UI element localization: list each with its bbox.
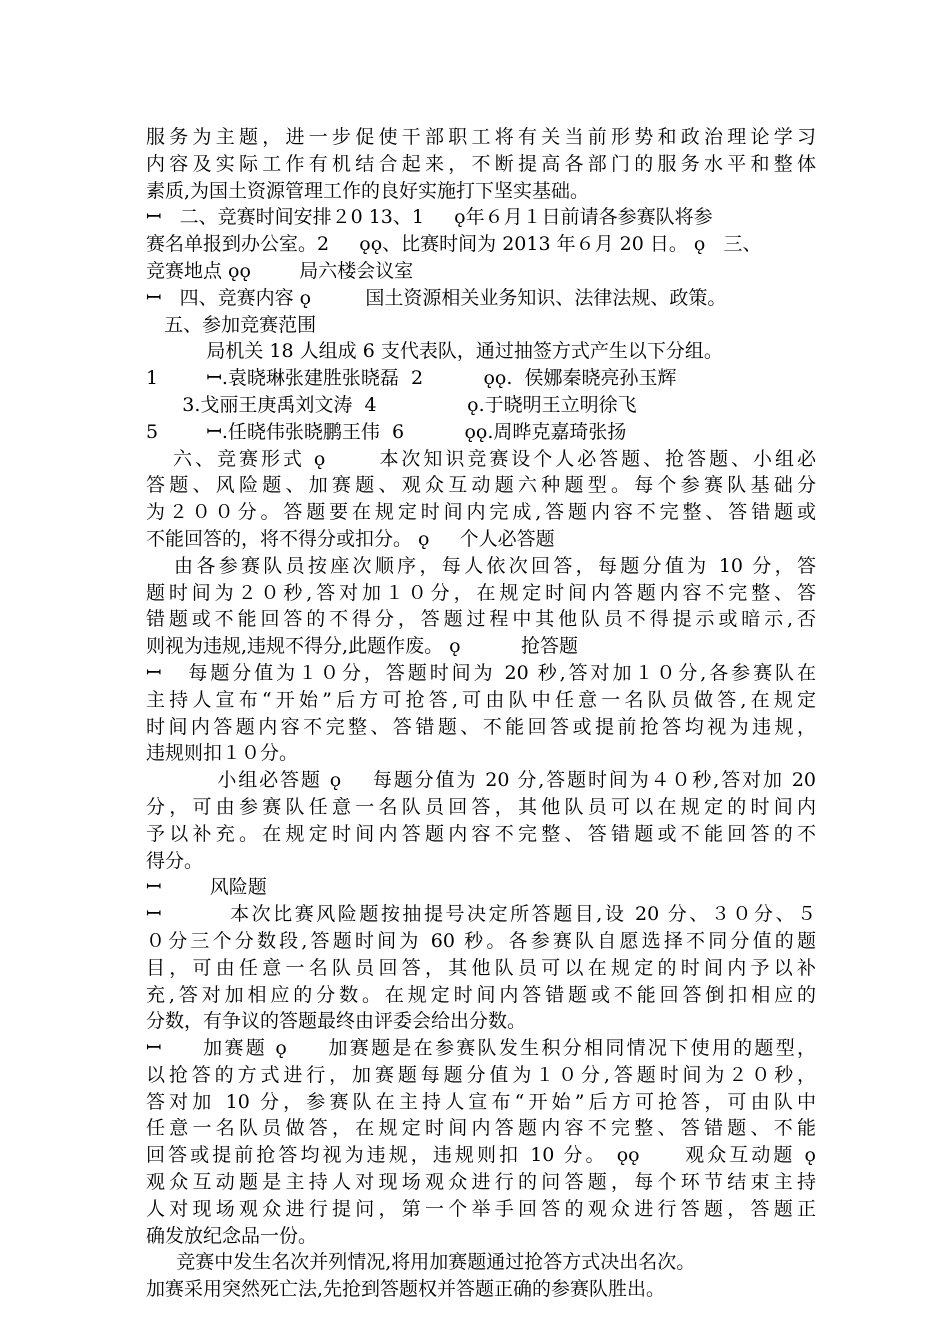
text-line: 得分。 (146, 849, 204, 872)
text-line: 予以补充。在规定时间内答题内容不完整、答错题或不能回答的不 (146, 822, 816, 845)
text-line: 竞赛地点 ǫǫ 局六楼会议室 (146, 259, 414, 282)
text-line: 主持人宣布“开始”后方可抢答,可由队中任意一名队员做答,在规定 (146, 688, 816, 711)
text-line: 为２００分。答题要在规定时间内完成,答题内容不完整、答错题或 (146, 501, 816, 524)
text-line: 1 ꟷ.袁晓琳张建胜张晓磊 2 ǫǫ. 侯娜秦晓亮孙玉辉 (146, 367, 677, 390)
text-line: 时间内答题内容不完整、答错题、不能回答或提前抢答均视为违规， (146, 715, 816, 738)
document-page (146, 124, 816, 1303)
text-line: 六、竞赛形式 ǫ 本次知识竞赛设个人必答题、抢答题、小组必 (146, 447, 816, 470)
text-line: 观众互动题是主持人对现场观众进行的问答题，每个环节结束主持 (146, 1171, 816, 1194)
text-line: ꟷ 加赛题 ǫ 加赛题是在参赛队发生积分相同情况下使用的题型， (146, 1037, 816, 1060)
text-line: 人对现场观众进行提问，第一个举手回答的观众进行答题，答题正 (146, 1197, 816, 1220)
text-line: ꟷ 本次比赛风险题按抽提号决定所答题目,设 20 分、３０分、５ (146, 903, 816, 926)
text-line: 五、参加竞赛范围 (146, 313, 317, 336)
text-line: ꟷ 二、竞赛时间安排２0 13、1 ǫ年６月１日前请各参赛队将参 (146, 206, 713, 229)
text-line: 则视为违规,违规不得分,此题作废。 ǫ 抢答题 (146, 635, 578, 658)
text-line: 任意一名队员做答，在规定时间内答题内容不完整、答错题、不能 (146, 1117, 816, 1140)
text-line: 充,答对加相应的分数。在规定时间内答错题或不能回答倒扣相应的 (146, 983, 816, 1006)
text-line: 违规则扣１０分。 (146, 742, 299, 765)
text-line: 服务为主题，进一步促使干部职工将有关当前形势和政治理论学习 (146, 126, 816, 148)
text-line: 不能回答的，将不得分或扣分。 ǫ 个人必答题 (146, 527, 555, 550)
text-line: 小组必答题 ǫ 每题分值为 20 分,答题时间为４０秒,答对加 20 (146, 769, 816, 792)
text-line: 分，可由参赛队任意一名队员回答，其他队员可以在规定的时间内 (146, 795, 816, 818)
text-line: 目，可由任意一名队员回答，其他队员可以在规定的时间内予以补 (146, 956, 816, 979)
text-line: 内容及实际工作有机结合起来，不断提高各部门的服务水平和整体 (146, 152, 816, 175)
text-line: 局机关 18 人组成 6 支代表队，通过抽签方式产生以下分组。 (146, 340, 723, 363)
text-line: 加赛采用突然死亡法,先抢到答题权并答题正确的参赛队胜出。 (146, 1278, 666, 1301)
text-line: ꟷ 风险题 (146, 876, 267, 899)
text-line: ꟷ 每题分值为１０分，答题时间为 20 秒,答对加１０分,各参赛队在 (146, 661, 816, 684)
text-line: 错题或不能回答的不得分，答题过程中其他队员不得提示或暗示,否 (146, 608, 816, 631)
text-line: 赛名单报到办公室。2 ǫǫ、比赛时间为 2013 年６月 20 日。 ǫ 三、 (146, 233, 762, 256)
text-line: 答题、风险题、加赛题、观众互动题六种题型。每个参赛队基础分 (146, 474, 816, 497)
text-line: ０分三个分数段,答题时间为 60 秒。各参赛队自愿选择不同分值的题 (146, 929, 816, 952)
text-line: 分数，有争议的答题最终由评委会给出分数。 (146, 1010, 527, 1033)
text-line: ꟷ 四、竞赛内容 ǫ 国土资源相关业务知识、法律法规、政策。 (146, 286, 727, 309)
text-line: 竞赛中发生名次并列情况,将用加赛题通过抢答方式决出名次。 (146, 1251, 696, 1274)
text-line: 确发放纪念品一份。 (146, 1224, 318, 1247)
text-line: 3.戈丽王庚禹刘文涛 4 ǫ.于晓明王立明徐飞 (146, 393, 637, 416)
text-line: 题时间为２０秒,答对加１０分，在规定时间内答题内容不完整、答 (146, 581, 816, 604)
text-line: 素质,为国土资源管理工作的良好实施打下坚实基础。 (146, 179, 590, 202)
text-line: 5 ꟷ.任晓伟张晓鹏王伟 6 ǫǫ.周晔克嘉琦张扬 (146, 420, 627, 443)
text-line: 以抢答的方式进行，加赛题每题分值为１０分,答题时间为２０秒， (146, 1063, 816, 1086)
text-line: 答对加 10 分，参赛队在主持人宣布“开始”后方可抢答，可由队中 (146, 1090, 816, 1113)
text-line: 回答或提前抢答均视为违规，违规则扣 10 分。 ǫǫ 观众互动题 ǫ (146, 1144, 816, 1167)
text-line: 由各参赛队员按座次顺序，每人依次回答，每题分值为 10 分，答 (146, 554, 816, 577)
